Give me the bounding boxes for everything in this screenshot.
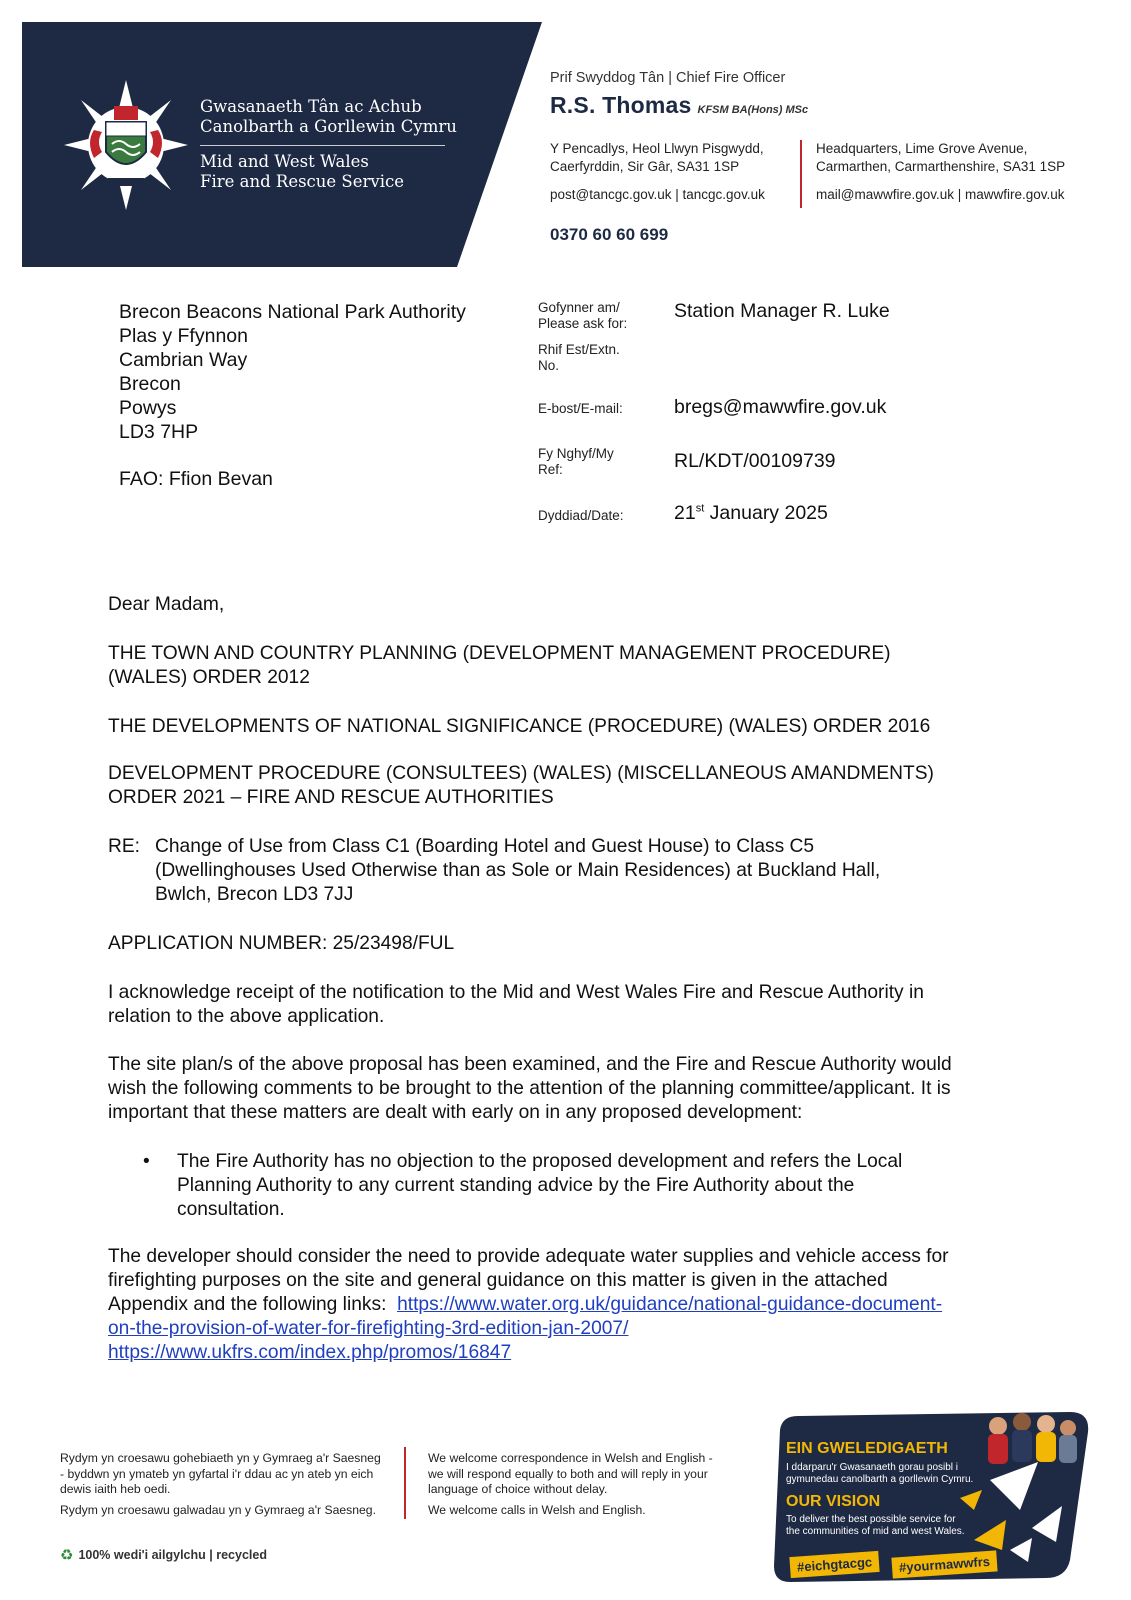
contact-welsh: post@tancgc.gov.uk | tancgc.gov.uk [550,187,765,202]
brand-welsh-line2: Canolbarth a Gorllewin Cymru [200,117,457,136]
extension-label-line2: No. [538,358,560,373]
water-guidance-link[interactable]: https://www.water.org.uk/guidance/national-guidance-document- [397,1294,943,1315]
vision-welsh-subtitle-line2: gymunedau canolbarth a gorllewin Cymru. [786,1474,974,1485]
recipient-line4: Brecon [119,373,181,395]
water-guidance-link-continued[interactable]: on-the-provision-of-water-for-firefighting-3rd-edition-jan-2007/ [108,1318,629,1339]
phone-number: 0370 60 60 699 [550,225,669,244]
hashtag-welsh: #eichgtacgc [789,1551,879,1578]
footer-divider [404,1447,406,1519]
footer-welsh-calls: Rydym yn croesawu galwadau yn y Gymraeg a'r Saesneg. [60,1503,376,1517]
reference-value: RL/KDT/00109739 [674,450,836,472]
date-ordinal-suffix: st [695,502,705,515]
re-label: RE: [108,836,140,857]
footer-english-line1: We welcome correspondence in Welsh and English - [428,1451,713,1465]
recipient-line5: Powys [119,397,177,419]
heading-consultees-line2: ORDER 2021 – FIRE AND RESCUE AUTHORITIES [108,787,554,808]
heading-tcp-line2: (WALES) ORDER 2012 [108,667,310,688]
extension-label-line1: Rhif Est/Extn. [538,342,620,357]
ask-for-label-line2: Please ask for: [538,316,628,331]
cfo-qualifications: KFSM BA(Hons) MSc [697,104,809,116]
date-label: Dyddiad/Date: [538,508,624,523]
footer-welsh-correspondence [60,1451,390,1498]
recipient-line3: Cambrian Way [119,349,248,371]
footer-welsh-line2: - byddwn yn ymateb yn gyfartal i'r ddau ac yn ateb yn eich [60,1466,374,1481]
extension-label [538,342,658,374]
recycled-text: 100% wedi'i ailgylchu | recycled [78,1548,267,1562]
date-day: 21 [674,502,696,524]
brand-divider [200,145,445,146]
bullet-text [177,1150,997,1222]
hashtag-english: #yourmawwfrs [891,1550,997,1578]
re-text-line1: Change of Use from Class C1 (Boarding Hotel and Guest House) to Class C5 [155,836,815,857]
footer-english-correspondence [428,1451,728,1498]
cfo-name: R.S. Thomas [550,92,692,118]
brand-english-line2: Fire and Rescue Service [200,172,404,191]
brand-english-line1: Mid and West Wales [200,152,369,171]
recycle-icon: ♻ [60,1547,74,1564]
reference-label-line1: Fy Nghyf/My [538,446,614,461]
bullet-text-line2: Planning Authority to any current standing advice by the Fire Authority about the [177,1175,855,1196]
vision-welsh-subtitle-line1: I ddarparu'r Gwasanaeth gorau posibl i [786,1462,959,1473]
contact-english: mail@mawwfire.gov.uk | mawwfire.gov.uk [816,187,1065,202]
paragraph-developer-line1: The developer should consider the need to provide adequate water supplies and vehicle access for [108,1246,949,1267]
vision-welsh-subtitle [786,1462,986,1486]
re-text-line2: (Dwellinghouses Used Otherwise than as Sole or Main Residences) at Buckland Hall, [155,860,881,881]
bullet-text-line1: The Fire Authority has no objection to the proposed development and refers the Local [177,1151,903,1172]
re-text [155,835,1015,907]
paragraph-acknowledge-line1: I acknowledge receipt of the notification to the Mid and West Wales Fire and Rescue Authority in [108,982,924,1003]
re-text-line3: Bwlch, Brecon LD3 7JJ [155,884,354,905]
address-welsh-line2: Caerfyrddin, Sir Gâr, SA31 1SP [550,159,740,174]
recycled-note [60,1546,267,1564]
email-label: E-bost/E-mail: [538,401,623,416]
cfo-name-block [550,92,808,119]
heading-tcp-order [108,642,1038,690]
footer-english-calls: We welcome calls in Welsh and English. [428,1503,646,1517]
recipient-line2: Plas y Ffynnon [119,325,248,347]
fire-service-crest-logo [64,80,188,210]
ask-for-label [538,300,658,332]
heading-tcp-line1: THE TOWN AND COUNTRY PLANNING (DEVELOPMENT MANAGEMENT PROCEDURE) [108,643,891,664]
paragraph-developer [108,1245,1038,1365]
paragraph-examined-line2: wish the following comments to be brought to the attention of the planning committee/applicant. It is [108,1078,951,1099]
heading-consultees-order [108,762,1038,810]
brand-welsh-line1: Gwasanaeth Tân ac Achub [200,97,422,116]
recipient-line1: Brecon Beacons National Park Authority [119,301,466,323]
footer-welsh-line1: Rydym yn croesawu gohebiaeth yn y Gymraeg a'r Saesneg [60,1451,381,1465]
brand-wordmark [200,97,457,192]
vision-welsh-title: EIN GWELEDIGAETH [786,1440,948,1457]
footer-welsh-line3: dewis iaith heb oedi. [60,1482,171,1496]
bullet-point: • [143,1151,150,1172]
vision-english-title: OUR VISION [786,1493,881,1510]
paragraph-examined-line1: The site plan/s of the above proposal has been examined, and the Fire and Rescue Authority would [108,1054,952,1075]
address-english-line1: Headquarters, Lime Grove Avenue, [816,141,1028,156]
vision-english-subtitle-line2: the communities of mid and west Wales. [786,1526,965,1537]
for-attention-of: FAO: Ffion Bevan [119,468,273,490]
address-welsh-line1: Y Pencadlys, Heol Llwyn Pisgwydd, [550,141,764,156]
paragraph-developer-line3-text: Appendix and the following links: [108,1294,398,1315]
vision-english-subtitle [786,1514,966,1538]
application-number: APPLICATION NUMBER: 25/23498/FUL [108,933,455,954]
date-value [674,502,828,525]
footer-english-line3: language of choice without delay. [428,1482,608,1496]
address-english [816,140,1065,176]
address-english-line2: Carmarthen, Carmarthenshire, SA31 1SP [816,159,1066,174]
footer-english-line2: we will respond equally to both and will reply in your [428,1466,708,1481]
cfo-title: Prif Swyddog Tân | Chief Fire Officer [550,70,786,86]
ask-for-value: Station Manager R. Luke [674,300,890,322]
bullet-text-line3: consultation. [177,1199,285,1220]
heading-dns-order: THE DEVELOPMENTS OF NATIONAL SIGNIFICANCE (PROCEDURE) (WALES) ORDER 2016 [108,716,931,737]
paragraph-examined [108,1053,1038,1125]
header-divider [800,140,802,208]
paragraph-developer-line2: firefighting purposes on the site and general guidance on this matter is given in the attached [108,1270,888,1291]
subject-re [108,835,1028,907]
address-welsh [550,140,764,176]
paragraph-acknowledge [108,981,1038,1029]
recipient-line6: LD3 7HP [119,421,199,443]
salutation: Dear Madam, [108,594,225,615]
vision-english-subtitle-line1: To deliver the best possible service for [786,1514,956,1525]
date-month-year: January 2025 [704,502,828,524]
reference-label [538,446,658,478]
paragraph-acknowledge-line2: relation to the above application. [108,1006,385,1027]
ukfrs-promo-link[interactable]: https://www.ukfrs.com/index.php/promos/16847 [108,1342,512,1363]
paragraph-examined-line3: important that these matters are dealt with early on in any proposed development: [108,1102,803,1123]
ask-for-label-line1: Gofynner am/ [538,300,620,315]
recipient-address [119,300,466,444]
heading-consultees-line1: DEVELOPMENT PROCEDURE (CONSULTEES) (WALES) (MISCELLANEOUS AMANDMENTS) [108,763,934,784]
reference-label-line2: Ref: [538,462,563,477]
paragraph-developer-line3 [108,1293,1038,1317]
email-value: bregs@mawwfire.gov.uk [674,396,887,418]
